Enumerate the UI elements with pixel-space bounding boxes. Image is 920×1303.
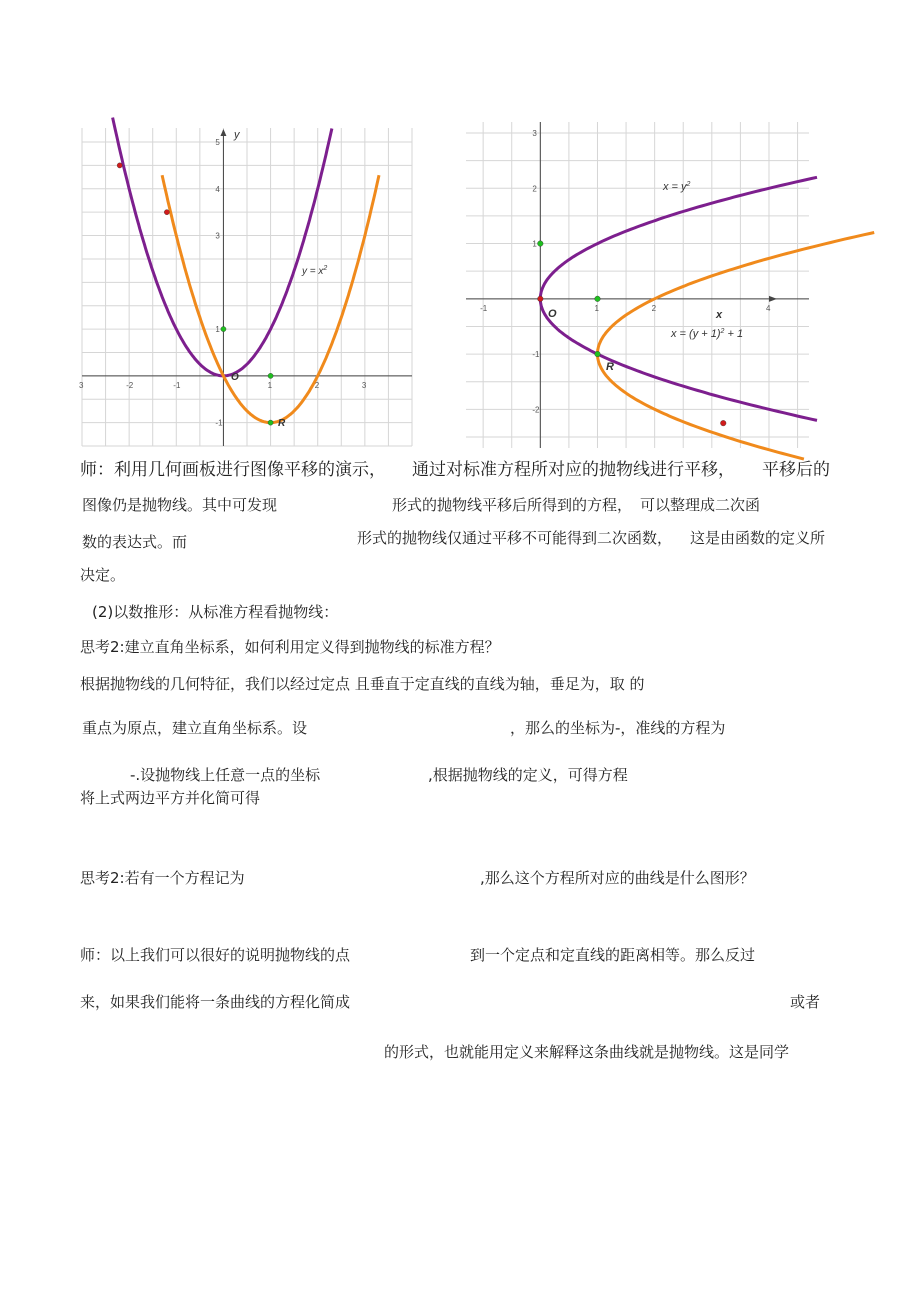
left-point-marker (164, 210, 169, 215)
right-x-tick-label: 1 (594, 303, 599, 313)
right-x-tick-label: 2 (651, 303, 657, 313)
right-y-tick-label: -2 (532, 405, 540, 415)
text-line-13b: 或者 (790, 993, 821, 1011)
left-figure (79, 128, 412, 446)
left-y-tick-label: 4 (215, 184, 220, 194)
left-point-r-label: R (278, 418, 286, 429)
text-line-6: 思考2:建立直角坐标系，如何利用定义得到抛物线的标准方程？ (80, 638, 500, 656)
right-point-marker (538, 296, 544, 302)
left-y-axis-arrow (220, 129, 226, 136)
right-y-tick-label: 2 (532, 184, 537, 194)
text-line-10: 将上式两边平方并化简可得 (80, 789, 261, 807)
text-line-11a: 思考2:若有一个方程记为 (80, 869, 245, 887)
left-x-tick-label: 3 (79, 380, 84, 390)
text-line-4: 决定。 (80, 566, 126, 584)
left-point-marker (221, 326, 226, 331)
right-curve1-label: $x = y^2$ (663, 181, 691, 193)
right-origin-label: O (548, 308, 557, 320)
right-curve-shifted (598, 233, 875, 460)
right-point-marker (720, 420, 726, 426)
text-line-2c: 可以整理成二次函 (640, 496, 761, 514)
left-point-marker (268, 420, 273, 425)
text-line-1b: 通过对标准方程所对应的抛物线进行平移， (412, 460, 735, 480)
text-line-9a: -.设抛物线上任意一点的坐标 (130, 766, 321, 784)
left-origin-label: O (231, 372, 239, 383)
left-y-tick-label: -1 (215, 418, 223, 428)
left-point-marker (268, 373, 273, 378)
right-point-r-label: R (606, 361, 614, 373)
text-line-3a: 数的表达式。而 (82, 533, 188, 551)
text-line-3c: 这是由函数的定义所 (690, 529, 826, 547)
text-line-9b: ,根据抛物线的定义，可得方程 (428, 766, 628, 784)
right-point-marker (595, 351, 601, 357)
text-line-14: 的形式，也就能用定义来解释这条曲线就是抛物线。这是同学 (384, 1043, 790, 1061)
left-y-tick-label: 1 (215, 325, 220, 335)
right-x-axis-label: x (716, 309, 723, 321)
text-line-13a: 来，如果我们能将一条曲线的方程化简成 (80, 993, 351, 1011)
text-line-7: 根据抛物线的几何特征，我们以经过定点 且垂直于定直线的直线为轴，垂足为，取 的 (80, 675, 645, 693)
left-x-tick-label: -1 (173, 380, 181, 390)
right-x-ticks (480, 304, 771, 313)
right-y-tick-label: -1 (532, 350, 540, 360)
left-x-tick-label: -2 (126, 380, 134, 390)
text-line-2a: 图像仍是抛物线。其中可发现 (82, 496, 278, 514)
text-line-3b: 形式的抛物线仅通过平移不可能得到二次函数， (357, 529, 673, 547)
text-line-8b: ，那么的坐标为-，准线的方程为 (510, 719, 726, 737)
right-point-marker (595, 296, 601, 302)
left-y-tick-label: 3 (215, 231, 220, 241)
text-line-2b: 形式的抛物线平移后所得到的方程， (392, 496, 633, 514)
text-line-5: (2)以数推形：从标准方程看抛物线： (92, 603, 339, 621)
right-x-tick-label: -1 (480, 303, 488, 313)
text-line-8a: 重点为原点，建立直角坐标系。设 (82, 719, 308, 737)
left-x-tick-label: 2 (314, 380, 320, 390)
right-y-tick-label: 1 (532, 239, 537, 249)
left-y-axis-label: y (234, 129, 240, 141)
text-line-1a: 师：利用几何画板进行图像平移的演示， (80, 460, 386, 480)
left-x-tick-label: 3 (361, 380, 367, 390)
left-x-tick-label: 1 (267, 380, 273, 390)
left-y-tick-label: 5 (215, 138, 220, 148)
right-graph (466, 122, 809, 448)
left-point-marker (117, 163, 122, 168)
right-x-axis-arrow (769, 296, 777, 302)
right-x-tick-label: 4 (765, 303, 771, 313)
right-curve2-label: $x = (y + 1)^2 + 1$ (671, 328, 744, 340)
left-points (117, 163, 273, 425)
text-line-11b: ,那么这个方程所对应的曲线是什么图形？ (480, 869, 755, 887)
text-line-1c: 平移后的 (762, 460, 830, 480)
right-y-tick-label: 3 (532, 129, 537, 139)
left-curve-standard (113, 118, 332, 376)
left-grid (82, 128, 412, 446)
right-figure (466, 122, 809, 448)
left-graph (79, 128, 412, 446)
left-curve-label: $y = x^2$ (302, 265, 328, 277)
right-point-marker (538, 241, 544, 247)
text-line-12a: 师：以上我们可以很好的说明抛物线的点 (80, 946, 351, 964)
text-line-12b: 到一个定点和定直线的距离相等。那么反过 (470, 946, 756, 964)
left-y-ticks (215, 138, 223, 428)
